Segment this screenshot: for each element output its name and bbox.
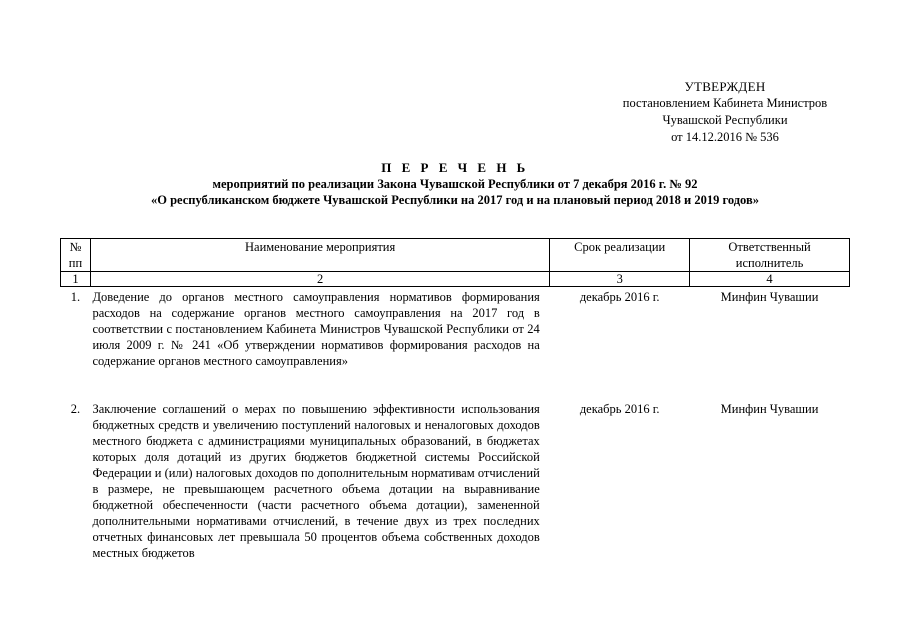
header-measure-name: Наименование мероприятия <box>90 239 549 272</box>
column-number: 4 <box>690 272 850 287</box>
measures-table <box>60 238 850 561</box>
table-row <box>61 287 850 402</box>
approval-line-1: постановлением Кабинета Министров <box>622 96 828 110</box>
document-subtitle-2: «О республиканском бюджете Чувашской Республики на 2017 год и на плановый период 2018 и 2019 годов» <box>150 193 760 207</box>
approval-line-2: Чувашской Республики <box>662 113 788 127</box>
column-numbers-row <box>61 272 850 287</box>
column-number: 3 <box>550 272 690 287</box>
approval-stamp <box>600 78 850 146</box>
column-number: 2 <box>90 272 549 287</box>
measure-term: декабрь 2016 г. <box>579 290 660 304</box>
document-heading <box>60 160 850 208</box>
header-number: № пп <box>61 239 91 272</box>
header-executor: Ответственный исполнитель <box>690 239 850 272</box>
row-number: 1. <box>70 290 81 304</box>
column-number: 1 <box>61 272 91 287</box>
document-subtitle-1: мероприятий по реализации Закона Чувашской Республики от 7 декабря 2016 г. № 92 <box>212 177 698 191</box>
measure-executor: Минфин Чувашии <box>720 402 819 416</box>
measure-term: декабрь 2016 г. <box>579 402 660 416</box>
measure-executor: Минфин Чувашии <box>720 290 819 304</box>
measure-name: Заключение соглашений о мерах по повышению эффективности использования бюджетных средств и увеличению поступлений налоговых и неналоговых доходов местного бюджета с администрациями муниципальных образований, в бюджетах которых доля дотаций из других бюджетов бюджетной системы Российской Федерации и (или) налоговых доходов по дополнительным нормативам отчислений в размере, не превышающем расчетного объема дотации на выравнивание бюджетной обеспеченности (части расчетного объема дотации), замененной дополнительными нормативами отчислений, в течение двух из трех последних отчетных финансовых лет превышала 50 процентов объема собственных доходов местных бюджетов <box>92 402 540 560</box>
header-term: Срок реализации <box>550 239 690 272</box>
approval-line-3: от 14.12.2016 № 536 <box>671 130 779 144</box>
table-header-row <box>61 239 850 272</box>
document-title: П Е Р Е Ч Е Н Ь <box>381 160 529 175</box>
table-row <box>61 401 850 561</box>
row-number: 2. <box>70 402 81 416</box>
approval-title: УТВЕРЖДЕН <box>684 79 766 94</box>
measure-name: Доведение до органов местного самоуправления нормативов формирования расходов на содержание органов местного самоуправления на 2017 год в соответствии с постановлением Кабинета Министров Чувашской Республики от 24 июля 2009 г. № 241 «Об утверждении нормативов формирования расходов на содержание органов местного самоуправления» <box>92 290 540 368</box>
